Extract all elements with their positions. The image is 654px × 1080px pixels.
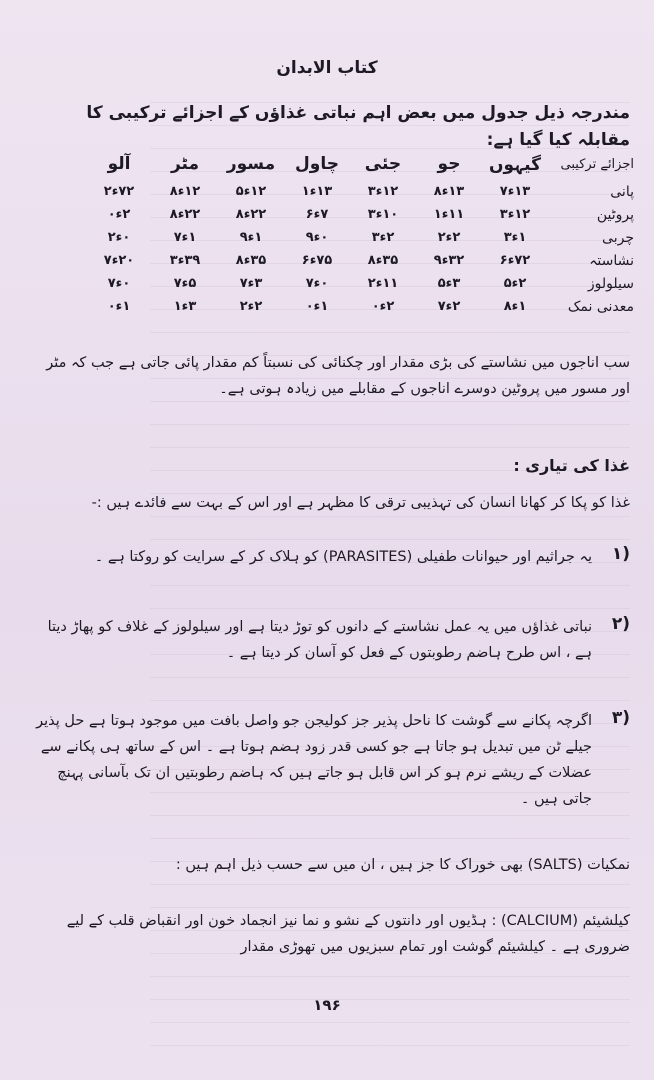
table-cell: ۳۵ء۸ [235, 253, 267, 268]
table-cell: ۲ء۰ [107, 207, 131, 222]
paragraph-cooking: غذا کو پکا کر کھانا انسان کی تہذیبی ترقی کا مظہر ہے اور اس کے بہت سے فائدے ہیں :- [91, 495, 630, 511]
table-cell: ۳۲ء۹ [433, 253, 465, 268]
table-cell: ۰ء۲ [107, 230, 131, 245]
table-cell: ۰ء۷ [305, 276, 329, 291]
row-label: سیلولوز [587, 275, 634, 292]
table-cell: ۱۲ء۸ [169, 184, 201, 199]
table-cell: ۷۵ء۶ [301, 253, 333, 268]
table-cell: ۱ء۸ [503, 299, 527, 314]
table-cell: ۲ء۷ [437, 299, 461, 314]
composition-table [18, 148, 634, 318]
table-cell: ۲ء۲ [239, 299, 263, 314]
table-cell: ۱۳ء۷ [499, 184, 531, 199]
table-cell: ۷ء۶ [305, 207, 329, 222]
table-row [18, 295, 634, 318]
table-row [18, 272, 634, 295]
column-header: جو [437, 154, 461, 174]
table-row [18, 180, 634, 203]
table-cell: ۳۹ء۳ [169, 253, 201, 268]
table-cell: ۷۲ء۲ [103, 184, 135, 199]
section-heading-food-preparation: غذا کی تیاری : [513, 456, 630, 475]
column-header: مسور [226, 154, 276, 174]
table-cell: ۳۵ء۸ [367, 253, 399, 268]
table-cell: ۷۲ء۶ [499, 253, 531, 268]
row-label: معدنی نمک [567, 298, 634, 315]
table-cell: ۱۳ء۸ [433, 184, 465, 199]
item-text: نباتی غذاؤں میں یہ عمل نشاستے کے دانوں کو توڑ دیتا ہے اور سیلولوز کے غلاف کو پھاڑ دیتا ہے ، اس طرح ہاضم رطوبتوں کے فعل کو آسان کر دیتا ہے ۔ [47, 619, 592, 661]
table-cell: ۱ء۷ [173, 230, 197, 245]
paragraph-grains: سب اناجوں میں نشاستے کی بڑی مقدار اور چکنائی کی نسبتاً کم مقدار پائی جاتی ہے جب کہ مٹر اور مسور میں پروٹین دوسرے اناجوں کے مقابلے میں زیادہ ہوتی ہے۔ [46, 355, 630, 397]
table-cell: ۱۲ء۳ [367, 184, 399, 199]
table-cell: ۱۱ء۱ [433, 207, 465, 222]
table-cell: ۲۲ء۸ [235, 207, 267, 222]
row-label: چربی [602, 229, 634, 246]
column-header: جئی [364, 154, 402, 174]
row-label: پروٹین [596, 206, 634, 223]
table-cell: ۱۳ء۱ [301, 184, 333, 199]
table-header-row [18, 148, 634, 180]
table-cell: ۱ء۳ [503, 230, 527, 245]
table-cell: ۲ء۲ [437, 230, 461, 245]
table-row [18, 203, 634, 226]
column-header: چاول [295, 154, 339, 174]
table-cell: ۱۱ء۲ [367, 276, 399, 291]
table-cell: ۲۲ء۸ [169, 207, 201, 222]
table-row [18, 249, 634, 272]
item-text: یہ جراثیم اور حیوانات طفیلی (PARASITES) کو ہلاک کر کے سرایت کو روکتا ہے ۔ [94, 549, 592, 565]
column-header: آلو [107, 154, 131, 174]
table-cell: ۰ء۹ [305, 230, 329, 245]
item-number: ۳) [611, 708, 630, 728]
table-cell: ۳ء۱ [173, 299, 197, 314]
table-cell: ۳ء۷ [239, 276, 263, 291]
page-number: ۱۹۶ [313, 996, 341, 1014]
column-header: مٹر [170, 154, 200, 174]
table-cell: ۱۰ء۳ [367, 207, 399, 222]
table-cell: ۳ء۵ [437, 276, 461, 291]
item-text: اگرچہ پکانے سے گوشت کا ناحل پذیر جز کولیجن جو واصل بافت میں موجود ہوتا ہے حل پذیر جیلے ٹن میں تبدیل ہو جاتا ہے جو کسی قدر زود ہضم ہوتا ہے ۔ اس کے ساتھ ہی پکانے سے عضلات کے ریشے نرم ہو کر اس قابل ہو جاتے ہیں کہ ہاضم رطوبتیں ان تک بآسانی پہنچ جاتی ہیں ۔ [36, 713, 592, 807]
item-number: ۱) [611, 544, 630, 564]
paragraph-salts: نمکیات (SALTS) بھی خوراک کا جز ہیں ، ان میں سے حسب ذیل اہم ہیں : [175, 857, 630, 873]
table-cell: ۲ء۳ [371, 230, 395, 245]
table-cell: ۱ء۹ [239, 230, 263, 245]
table-cell: ۲۰ء۷ [103, 253, 135, 268]
table-cell: ۱۲ء۳ [499, 207, 531, 222]
table-cell: ۱۲ء۵ [235, 184, 267, 199]
paragraph-calcium: کیلشیئم (CALCIUM) : ہڈیوں اور دانتوں کے نشو و نما نیز انجماد خون اور انقباض قلب کے لیے ضروری ہے ۔ کیلشیئم گوشت اور تمام سبزیوں میں تھوڑی مقدار [66, 913, 630, 955]
table-body [18, 180, 634, 318]
table-cell: ۲ء۰ [371, 299, 395, 314]
table-cell: ۱ء۰ [305, 299, 329, 314]
running-header: کتاب الابدان [276, 58, 378, 78]
table-cell: ۵ء۷ [173, 276, 197, 291]
row-label: پانی [610, 183, 634, 200]
row-label: نشاستہ [589, 252, 634, 269]
column-header: گیہوں [489, 154, 541, 175]
table-corner-label: اجزائے ترکیبی [560, 156, 634, 172]
table-cell: ۱ء۰ [107, 299, 131, 314]
table-cell: ۰ء۷ [107, 276, 131, 291]
intro-paragraph: مندرجہ ذیل جدول میں بعض اہم نباتی غذاؤں کے اجزائے ترکیبی کا مقابلہ کیا گیا ہے: [86, 103, 630, 150]
item-number: ۲) [611, 614, 630, 634]
table-row [18, 226, 634, 249]
table-cell: ۲ء۵ [503, 276, 527, 291]
